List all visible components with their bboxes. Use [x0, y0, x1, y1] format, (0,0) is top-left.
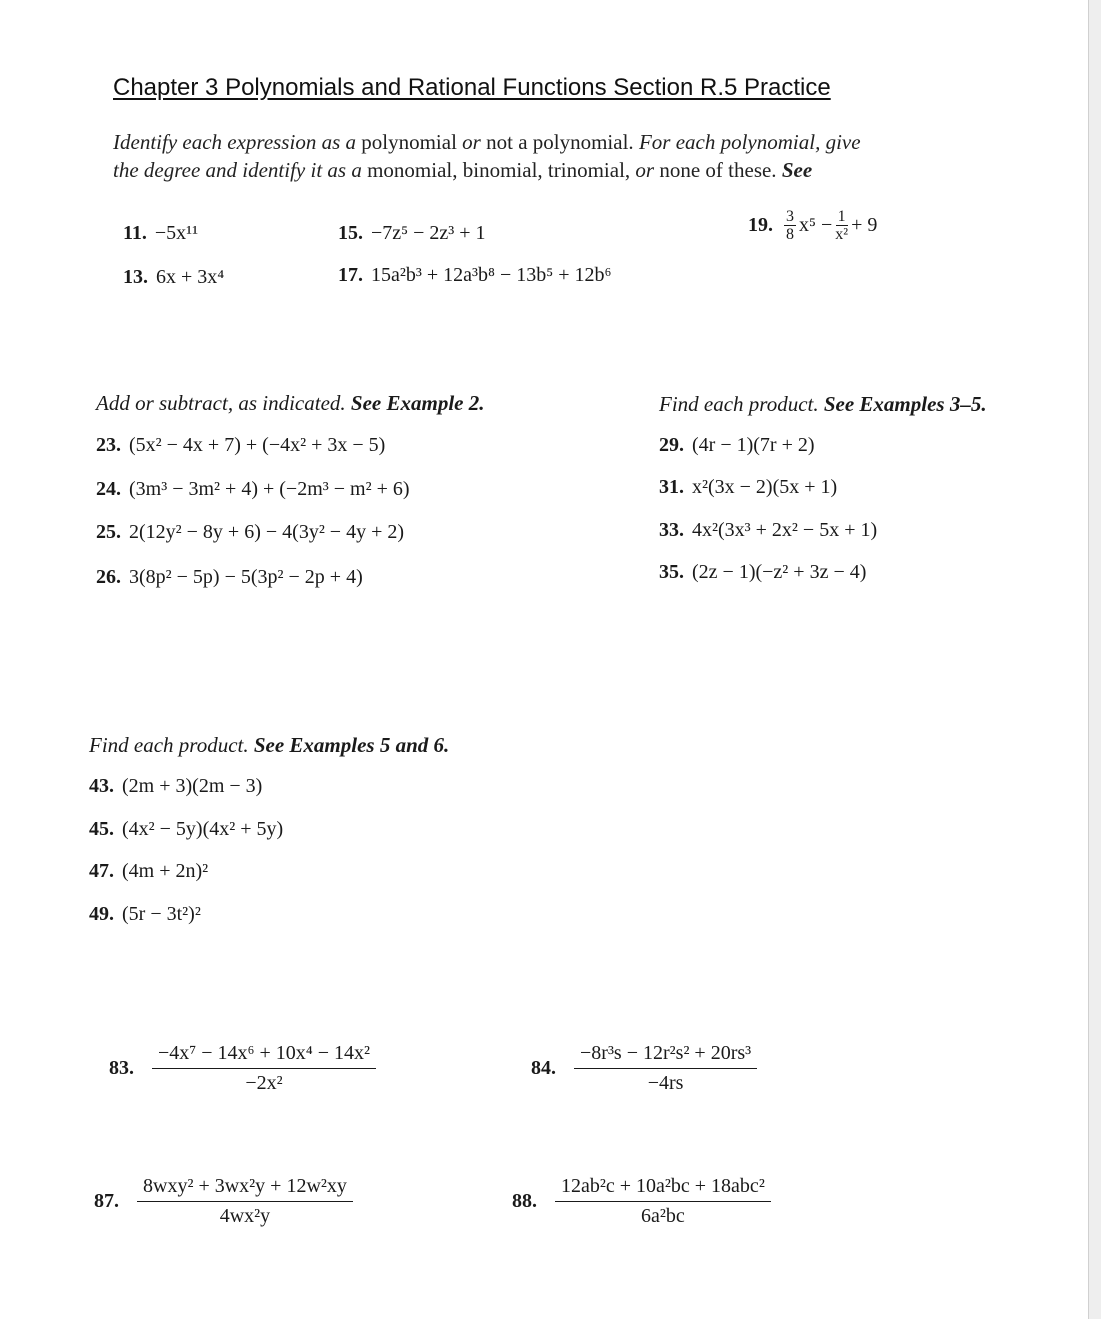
- problem-expression: (4m + 2n)²: [122, 860, 209, 882]
- problem-13: [123, 266, 224, 289]
- problem-88: [512, 1175, 771, 1228]
- problem-25: [96, 521, 404, 544]
- fraction-denominator: x²: [835, 226, 849, 243]
- problem-expression: 6x + 3x⁴: [156, 266, 225, 288]
- problem-expression: + 9: [851, 214, 878, 236]
- problem-number: 19.: [748, 214, 773, 236]
- fraction-numerator: 3: [786, 208, 794, 225]
- problem-number: 35.: [659, 561, 684, 583]
- problem-expression: 4x²(3x³ + 2x² − 5x + 1): [692, 519, 878, 541]
- instr-text: none of these.: [659, 158, 777, 182]
- problem-expression: −5x¹¹: [154, 222, 199, 244]
- fraction-denominator: 8: [786, 226, 794, 243]
- problem-number: 29.: [659, 434, 684, 456]
- fraction-denominator: −2x²: [245, 1072, 283, 1094]
- section-heading-products-3-5: [659, 392, 987, 417]
- section-heading-products-5-6: [89, 733, 449, 758]
- problem-33: [659, 519, 877, 542]
- fraction: [555, 1175, 771, 1228]
- page-edge-scrollbar: [1088, 0, 1101, 1319]
- problem-number: 47.: [89, 860, 114, 882]
- fraction-numerator: 12ab²c + 10a²bc + 18abc²: [555, 1175, 771, 1202]
- fraction: [574, 1042, 757, 1095]
- fraction: [152, 1042, 376, 1095]
- problem-expression: x⁵ −: [799, 214, 833, 236]
- problem-expression: (2z − 1)(−z² + 3z − 4): [692, 561, 867, 583]
- problem-number: 23.: [96, 434, 121, 456]
- instr-text: polynomial: [361, 130, 457, 154]
- fraction-denominator: 4wx²y: [219, 1205, 271, 1227]
- problem-number: 24.: [96, 478, 121, 500]
- problem-26: [96, 566, 363, 589]
- problem-17: [338, 264, 612, 287]
- instr-text: monomial, binomial, trinomial,: [367, 158, 631, 182]
- problem-expression: (5r − 3t²)²: [122, 903, 201, 925]
- instr-text: or: [462, 130, 481, 154]
- problem-83: [109, 1042, 376, 1095]
- instr-text: Identify each expression as a: [113, 130, 356, 154]
- section-heading-add-subtract: [96, 391, 484, 416]
- problem-expression: (3m³ − 3m² + 4) + (−2m³ − m² + 6): [129, 478, 410, 500]
- fraction-denominator: −4rs: [647, 1072, 684, 1094]
- instr-see: See: [781, 158, 813, 182]
- problem-expression: (4x² − 5y)(4x² + 5y): [122, 818, 284, 840]
- problem-45: [89, 818, 283, 841]
- problem-87: [94, 1175, 353, 1228]
- fraction-numerator: −8r³s − 12r²s² + 20rs³: [574, 1042, 757, 1069]
- problem-15: [338, 222, 486, 245]
- fraction-denominator: 6a²bc: [641, 1205, 685, 1227]
- problem-number: 87.: [94, 1190, 119, 1212]
- problem-23: [96, 434, 385, 457]
- problem-number: 49.: [89, 903, 114, 925]
- problem-number: 31.: [659, 476, 684, 498]
- problem-expression: 3(8p² − 5p) − 5(3p² − 2p + 4): [129, 566, 363, 588]
- heading-see: See Examples 5 and 6.: [253, 733, 450, 757]
- instr-text: For each polynomial, give: [638, 130, 861, 154]
- page-title: Chapter 3 Polynomials and Rational Functions Section R.5 Practice: [113, 74, 831, 101]
- fraction-three-eighths: [784, 208, 796, 243]
- problem-number: 13.: [123, 266, 148, 288]
- problem-35: [659, 561, 866, 584]
- problem-24: [96, 478, 410, 501]
- problem-number: 15.: [338, 222, 363, 244]
- problem-expression: x²(3x − 2)(5x + 1): [692, 476, 838, 498]
- fraction-numerator: −4x⁷ − 14x⁶ + 10x⁴ − 14x²: [152, 1042, 376, 1069]
- problem-expression: −7z⁵ − 2z³ + 1: [371, 222, 486, 244]
- problem-31: [659, 476, 837, 499]
- problem-expression: 2(12y² − 8y + 6) − 4(3y² − 4y + 2): [129, 521, 405, 543]
- instr-text: the degree and identify it as a: [113, 158, 362, 182]
- problem-number: 84.: [531, 1057, 556, 1079]
- heading-text: Add or subtract, as indicated.: [96, 391, 346, 415]
- instr-text: or: [635, 158, 655, 182]
- problem-expression: 15a²b³ + 12a³b⁸ − 13b⁵ + 12b⁶: [371, 264, 612, 286]
- problem-29: [659, 434, 815, 457]
- fraction-numerator: 8wxy² + 3wx²y + 12w²xy: [137, 1175, 353, 1202]
- problem-11: [123, 222, 198, 245]
- heading-see: See Examples 3–5.: [823, 392, 987, 416]
- fraction: [137, 1175, 353, 1228]
- problem-number: 88.: [512, 1190, 537, 1212]
- problem-number: 83.: [109, 1057, 134, 1079]
- problem-expression: (4r − 1)(7r + 2): [692, 434, 815, 456]
- problem-43: [89, 775, 262, 798]
- fraction-one-over-x2: [835, 208, 848, 243]
- fraction-numerator: 1: [837, 208, 846, 225]
- heading-text: Find each product.: [89, 733, 249, 757]
- heading-text: Find each product.: [659, 392, 819, 416]
- problem-number: 17.: [338, 264, 363, 286]
- problem-number: 33.: [659, 519, 684, 541]
- instructions: [113, 128, 953, 184]
- problem-expression: (5x² − 4x + 7) + (−4x² + 3x − 5): [129, 434, 386, 456]
- problem-number: 25.: [96, 521, 121, 543]
- problem-47: [89, 860, 208, 883]
- problem-number: 43.: [89, 775, 114, 797]
- problem-49: [89, 903, 201, 926]
- problem-number: 45.: [89, 818, 114, 840]
- problem-19: [748, 208, 877, 243]
- problem-expression: (2m + 3)(2m − 3): [122, 775, 263, 797]
- problem-84: [531, 1042, 757, 1095]
- instr-text: not a polynomial.: [486, 130, 634, 154]
- problem-number: 11.: [123, 222, 147, 244]
- problem-number: 26.: [96, 566, 121, 588]
- heading-see: See Example 2.: [350, 391, 485, 415]
